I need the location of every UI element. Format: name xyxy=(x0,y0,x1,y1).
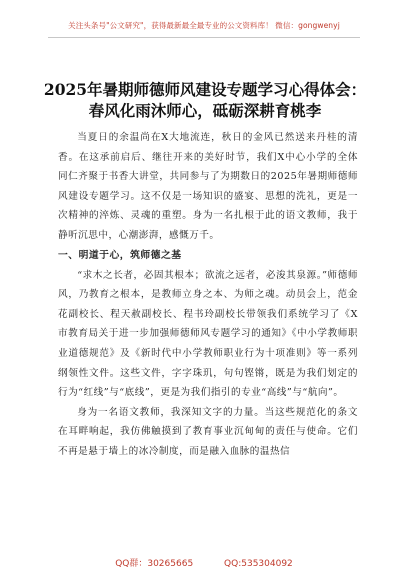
section-heading: 一、明道于心，筑师德之基 xyxy=(58,249,182,261)
footer-qq: QQ:535304092 xyxy=(224,559,293,569)
body-paragraph: “求木之长者，必固其根本；欲流之远者，必浚其泉源。”师德师风，乃教育之根本，是教师立身之本、为师之魂。动员会上，范金花副校长、程天赦副校长、程书玲副校长带领我们系统学习了《X市教育局关于进一步加强师德师风专题学习的通知》《中小学教师职业道德规范》及《新时代中小学教师职业行为十项准则》等一系列纲领性文件。这些文件，字字珠玑，句句铿锵，既是为我们划定的行为“红线”与“底线”，更是为我们指引的专业“高线”与“航向”。 xyxy=(58,269,358,399)
body-paragraph: 身为一名语文教师，我深知文字的力量。当这些规范化的条文在耳畔响起，我仿佛触摸到了教育事业沉甸甸的责任与使命。它们不再是悬于墙上的冰冷制度，而是融入血脉的温热信 xyxy=(58,406,358,457)
intro-paragraph: 当夏日的余温尚在X大地流连，秋日的金风已然送来丹桂的清香。在这承前启后、继往开来的美好时节，我们X中心小学的全体同仁齐聚于书香大讲堂，共同参与了为期数日的2025年暑期师德师风建设专题学习。这不仅是一场知识的盛宴、思想的洗礼，更是一次精神的淬炼、灵魂的重塑。身为一名扎根于此的语文教师，我于静听沉思中，心潮澎湃，感慨万千。 xyxy=(58,132,358,241)
document-title xyxy=(40,79,370,121)
header-divider xyxy=(48,37,360,38)
footer-contact xyxy=(0,556,408,569)
footer-qq-group: QQ群：30265665 xyxy=(115,559,194,569)
title-line-1: 2025年暑期师德师风建设专题学习心得体会： xyxy=(43,80,367,99)
document-body xyxy=(58,128,358,462)
title-line-2: 春风化雨沐师心，砥砺深耕育桃李 xyxy=(88,101,322,120)
header-notice: 关注头条号"公文研究"，获得最新最全最专业的公文资料库！ 微信：gongwenyj xyxy=(68,21,340,30)
